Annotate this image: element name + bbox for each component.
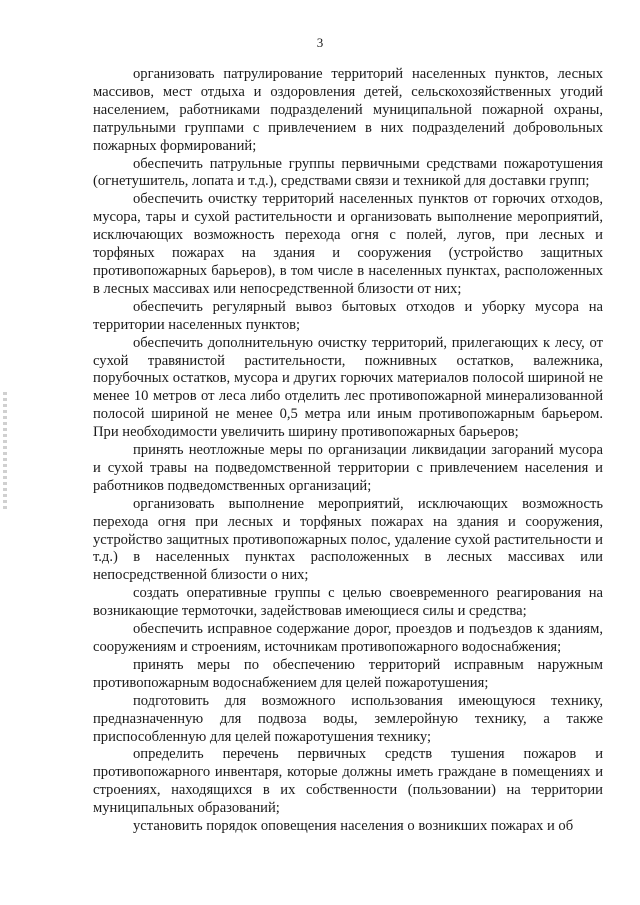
page-number: 3	[316, 35, 324, 50]
paragraph: обеспечить регулярный вывоз бытовых отходов и уборку мусора на территории населенных пунктов;	[93, 298, 603, 333]
paragraph: обеспечить исправное содержание дорог, проездов и подъездов к зданиям, сооружениям и строениям, источникам противопожарного водоснабжения;	[93, 621, 603, 655]
paragraph: обеспечить патрульные группы первичными средствами пожаротушения (огнетушитель, лопата и т.д.), средствами связи и техникой для доставки групп;	[93, 155, 603, 190]
paragraph: подготовить для возможного использования имеющуюся технику, предназначенную для подвоза воды, землеройную технику, а также приспособленную для целей пожаротушения технику;	[93, 692, 603, 745]
paragraph: создать оперативные группы с целью своевременного реагирования на возникающие термоточки, задействовав имеющиеся силы и средства;	[93, 585, 603, 620]
paragraph: обеспечить дополнительную очистку территорий, прилегающих к лесу, от сухой травянистой растительности, пожнивных остатков, валежника, порубочных остатков, мусора и других горючих материалов полосой шириной не менее 10 метров от леса либо отделить лес противопожарной минерализованной полосой шириной не менее 0,5 метра или иным противопожарным барьером. При необходимости увеличить ширину противопожарных барьеров;	[93, 334, 603, 441]
paragraph: определить перечень первичных средств тушения пожаров и противопожарного инвентаря, которые должны иметь граждане в помещениях и строениях, находящихся в их собственности (пользовании) на территории муниципальных образований;	[93, 746, 603, 817]
paragraph: установить порядок оповещения населения о возникших пожарах и об	[133, 818, 574, 835]
paragraph: обеспечить очистку территорий населенных пунктов от горючих отходов, мусора, тары и сухой растительности и организовать выполнение мероприятий, исключающих возможность перехода огня с полей, лугов, при лесных и торфяных пожарах на здания и сооружения (устройство защитных противопожарных барьеров), в том числе в населенных пунктах, расположенных в лесных массивах или непосредственной близости от них;	[93, 191, 603, 297]
paragraph: принять меры по обеспечению территорий исправным наружным противопожарным водоснабжением для целей пожаротушения;	[93, 656, 603, 691]
paragraph: организовать выполнение мероприятий, исключающих возможность перехода огня при лесных и торфяных пожарах на здания и сооружения, устройство защитных противопожарных полос, удаление сухой растительности и т.д.) в населенных пунктах расположенных в лесных массивах или непосредственной близости о них;	[93, 495, 603, 584]
margin-stamp-mark	[3, 392, 7, 512]
paragraph: принять неотложные меры по организации ликвидации загораний мусора и сухой травы на подведомственной территории с привлечением населения и работников подведомственных организаций;	[93, 442, 603, 494]
paragraph: организовать патрулирование территорий населенных пунктов, лесных массивов, мест отдыха и оздоровления детей, сельскохозяйственных угодий населением, работниками подразделений муниципальной пожарной охраны, патрульными группами с привлечением в них подразделений добровольных пожарных формирований;	[93, 66, 603, 154]
document-body	[93, 66, 603, 836]
